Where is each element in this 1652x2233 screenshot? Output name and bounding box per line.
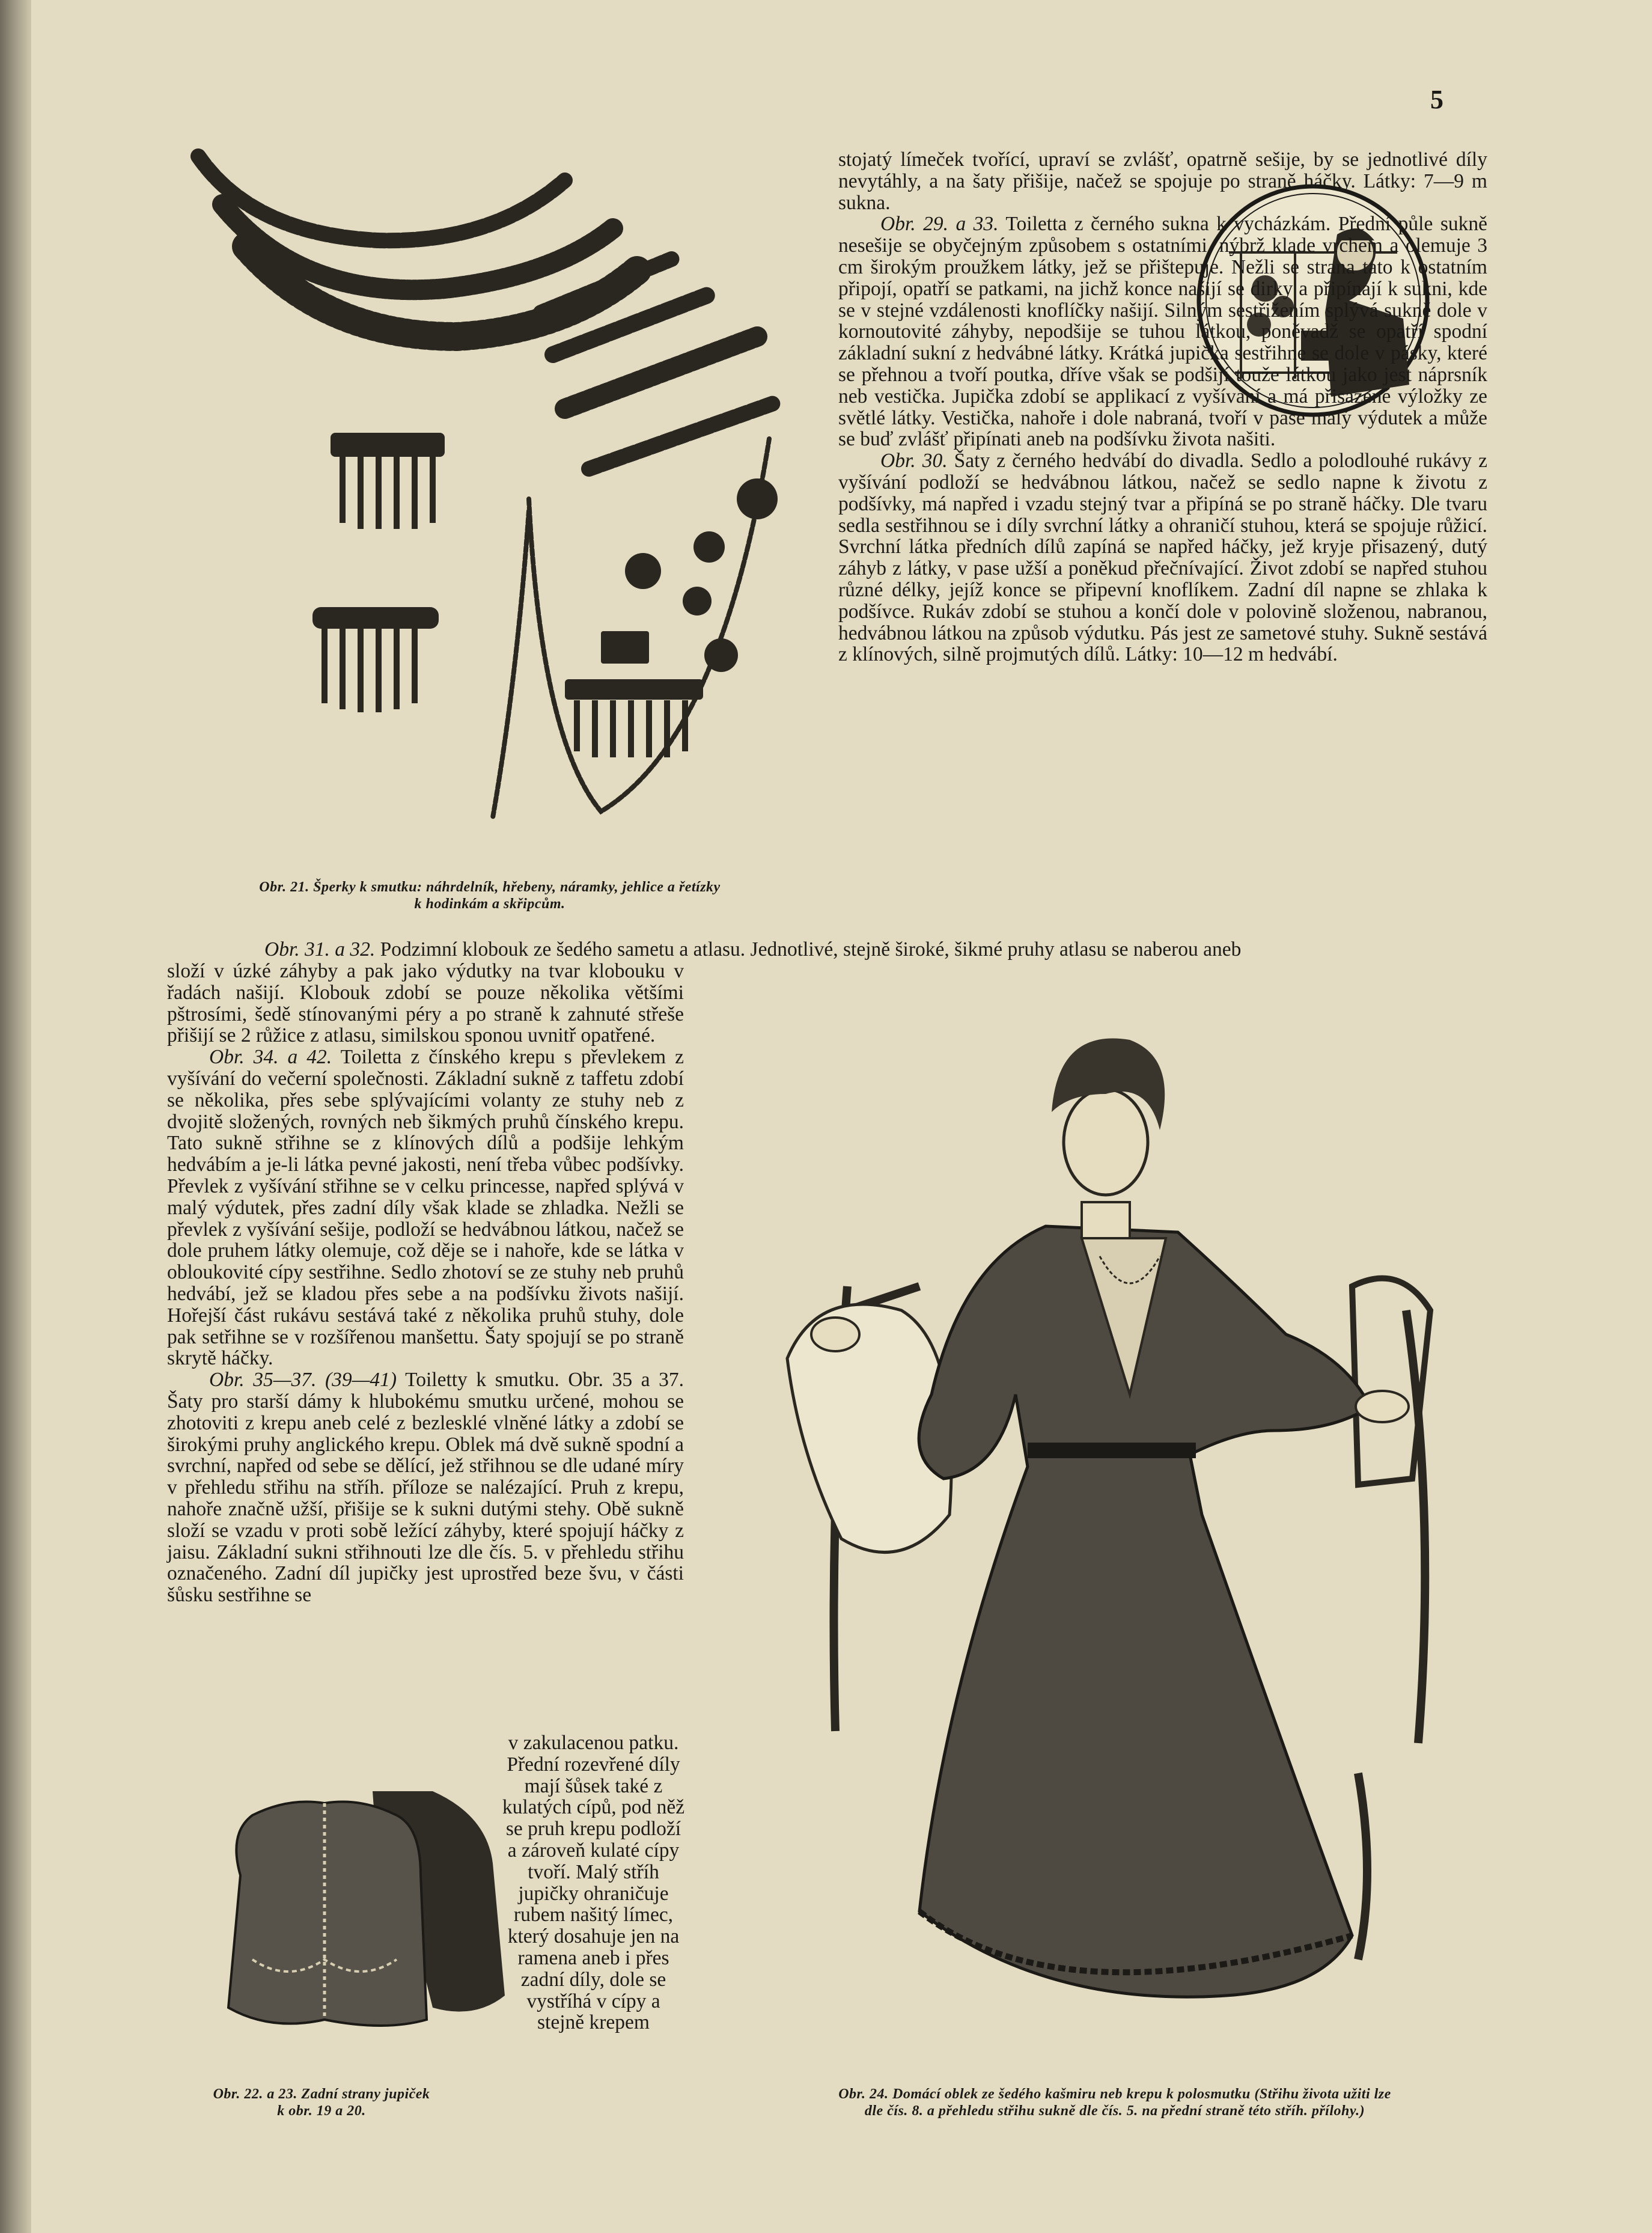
binding-shadow [0,0,31,2233]
seated-woman-illustration [745,974,1490,2074]
paragraph-intro: stojatý límeček tvořící, upraví se zvlášť, opatrně sešije, by se jednotlivé díly nevytáhly, a na šaty přišije, načež se spojuje po straně háčky. Látky: 7—9 m sukna. [838,148,1487,214]
wide-line [264,939,1487,961]
figure-ref-29: Obr. 29. a 33. [880,213,999,236]
caption-fig22-line1: Obr. 22. a 23. Zadní strany jupiček [213,2086,430,2102]
figure-ref-30: Obr. 30. [880,450,948,472]
caption-fig24-line2: dle čís. 8. a přehledu střihu sukně dle čís. 5. na přední straně této stříh. přílohy.) [864,2103,1365,2119]
narrow-column [502,1732,685,2033]
figure-ref-31: Obr. 31. a 32. [264,938,376,961]
caption-fig21 [180,879,799,912]
page-number: 5 [1430,85,1443,114]
jacket-illustration [204,1779,517,2038]
paragraph-fig34: Toiletta z čínského krepu s převlekem z vyšívání do večerní společnosti. Základní sukně z taffetu zdobí se několika, přes sebe splývajícími volanty ze stuhy neb z dvojitě složených, rovných neb šikmých pruhů čínského krepu. Tato sukně střihne se z klínových dílů a podšije lehkým hedvábím a je-li látka pevné jakosti, není třeba vůbec podšívky. Převlek z vyšívání střihne se v celku princesse, napřed splývá v malý výdutek, přes zadní díly však klade se zhladka. Nežli se převlek z vyšívání sešije, podloží se hedvábnou látkou, načež se dole pruhem látky olemuje, což děje se i nahoře, kde se látka v obloukovité cípy sestřihne. Sedlo zhotoví se ze stuhy neb pruhů hedvábí, jež se kladou přes sebe a na podšívku živots našijí. Hořejší část rukávu sestává také z několika pruhů stuhy, dole pak setřihne se v rozšířenou manšettu. Šaty spojují se po straně skrytě háčky. [167,1046,684,1370]
left-column [167,961,684,1606]
wide-line-text: Podzimní klobouk ze šedého sametu a atlasu. Jednotlivé, stejně široké, šikmé pruhy atlasu se naberou aneb [375,938,1242,961]
caption-fig21-line1: Obr. 21. Šperky k smutku: náhrdelník, hřebeny, náramky, jehlice a řetízky [259,879,721,895]
figure-ref-34: Obr. 34. a 42. [209,1046,332,1069]
paragraph-fig30: Šaty z černého hedvábí do divadla. Sedlo a polodlouhé rukávy z vyšívání podloží se hedvábnou látkou, načež se sedlo napne k životu z podšívky, má napřed i vzadu stejný tvar a připíná se po straně háčky. Dle tvaru sedla sestřihnou se i díly svrchní látky a ohraničí stuhou, která se spojuje růžicí. Svrchní látka předních dílů zapíná se napřed háčky, jež kryje přisazený, dutý záhyb z látky, v pase užší a poněkud přečnívající. Život zdobí se napřed stuhou různé délky, jejíž konce se připevní knoflíkem. Zadní díl napne se zhlaka k podšívce. Rukáv zdobí se stuhou a končí dole v polovině složenou, nabranou, hedvábnou látkou na způsob výdutku. Pás jest ze sametové stuhy. Sukně sestává z klínových, silně projmutých dílů. Látky: 10—12 m hedvábí. [838,450,1487,666]
caption-fig24 [739,2086,1490,2119]
top-right-column [838,149,1487,665]
jewelry-illustration [180,138,781,860]
caption-fig22 [162,2086,481,2119]
caption-fig21-line2: k hodinkám a skřipcům. [414,896,565,912]
paragraph-fig31: složí v úzké záhyby a pak jako výdutky na tvar klobouku v řadách našijí. Klobouk zdobí se pouze několika většími pštrosími, šedě stínovanými péry a po straně k zahnuté střeše přišijí se 2 růžice z atlasu, similskou sponou uvnitř opatřené. [167,960,684,1047]
paragraph-fig35: Toiletty k smutku. Obr. 35 a 37. Šaty pro starší dámy k hlubokému smutku určené, mohou se zhotoviti z krepu aneb celé z bezlesklé vlněné látky a zdobí se širokými pruhy anglického krepu. Oblek má dvě sukně spodní a svrchní, napřed od sebe se dělící, jež střihnou se dle udané míry v přehledu střihu na stříh. příloze se nalézající. Pruh z krepu, nahoře značně užší, přišije se k sukni dutými stehy. Obě sukně složí se vzadu v proti sobě ležící záhyby, které spojují háčky z jaisu. Základní sukni střihnouti lze dle čís. 5. v přehledu střihu označeného. Zadní díl jupičky jest uprostřed beze švu, v části šůsku sestřihne se [167,1369,684,1607]
paragraph-continuation: v zakulacenou patku. Přední rozevřené díly mají šůsek také z kulatých cípů, pod něž se pruh krepu podloží a zároveň kulaté cípy tvoří. Malý stříh jupičky ohraničuje rubem našitý límec, který dosahuje jen na ramena aneb i přes zadní díly, dole se vystříhá v cípy a stejně krepem [502,1732,685,2034]
paragraph-fig29: Toiletta z černého sukna k vycházkám. Přední půle sukně nesešije se obyčejným způsobem s ostatními, nýbrž klade vrchem a olemuje 3 cm širokým proužkem látky, jež se přištepuje. Nežli se strana tato k ostatním připojí, opatří se patkami, na jichž konce našijí se dirky a připínají k sukni, kde se v stejné vzdálenosti knoflíčky našijí. Silným sestřižením splývá sukně dole v kornoutovité záhyby, nepodšije se tuhou látkou, poněvadž se opatří spodní základní sukní z hedvábné látky. Krátká jupička sestřihne se dole v pásky, které se přehnou a tvoří poutka, dříve však se podšijí touže látkou jako jest náprsník neb vestička. Jupička zdobí se applikací z vyšívání a má přisazené výložky ze světlé látky. Vestička, nahoře i dole nabraná, tvoří v pase malý výdutek a může se buď zvlášť připínati aneb na podšívku života našiti. [838,213,1487,451]
figure-ref-35: Obr. 35—37. (39—41) [209,1369,397,1391]
caption-fig22-line2: k obr. 19 a 20. [277,2103,366,2119]
caption-fig24-line1: Obr. 24. Domácí oblek ze šedého kašmiru neb krepu k polosmutku (Střihu života užiti lze [838,2086,1391,2102]
